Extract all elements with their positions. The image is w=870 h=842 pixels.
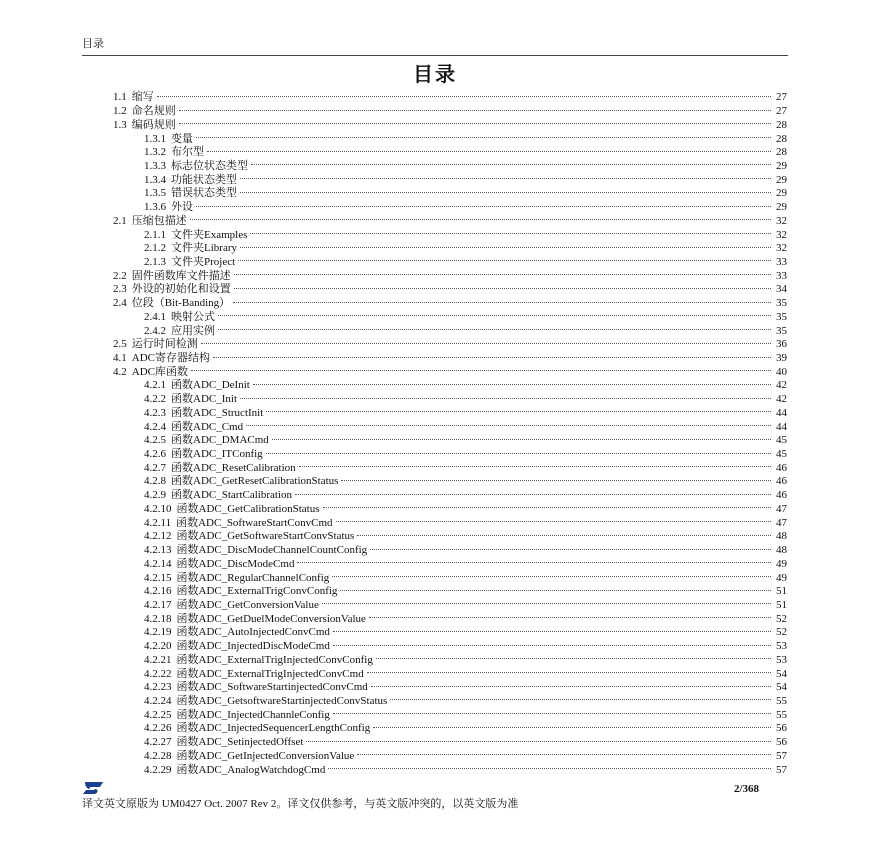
toc-entry-number: 1.3.2 [144,146,166,159]
toc-entry[interactable] [113,434,787,448]
toc-entry-number: 1.3.5 [144,187,166,200]
toc-entry[interactable] [113,160,787,174]
toc-entry[interactable] [113,763,787,777]
dot-leader [246,425,771,426]
toc-entry-page: 49 [776,571,787,584]
toc-entry[interactable] [113,475,787,489]
toc-entry-number: 2.4 [113,297,127,310]
toc-entry[interactable] [113,228,787,242]
toc-entry-number: 4.2.20 [144,640,172,653]
toc-entry-number: 4.2.23 [144,681,172,694]
page-title: 目录 [413,64,457,86]
st-logo-icon [82,781,104,795]
toc-entry[interactable] [113,256,787,270]
toc-entry[interactable] [113,626,787,640]
toc-entry-page: 42 [776,379,787,392]
toc-entry-number: 2.4.2 [144,324,166,337]
toc-entry[interactable] [113,585,787,599]
toc-entry[interactable] [113,640,787,654]
toc-entry[interactable] [113,379,787,393]
toc-entry[interactable] [113,146,787,160]
toc-entry-page: 29 [776,187,787,200]
dot-leader [357,535,771,536]
toc-entry-title: 文件夹Project [171,255,236,268]
dot-leader [333,631,771,632]
toc-entry-title: 函数ADC_Init [171,393,237,406]
toc-entry-page: 55 [776,708,787,721]
running-header: 目录 [82,38,104,50]
toc-entry-number: 4.2.16 [144,585,172,598]
toc-entry[interactable] [113,708,787,722]
toc-entry-number: 2.1.2 [144,242,166,255]
toc-entry[interactable] [113,420,787,434]
toc-entry[interactable] [113,736,787,750]
toc-entry-page: 47 [776,502,787,515]
toc-entry[interactable] [113,118,787,132]
toc-entry-title: 函数ADC_DiscModeChannelCountConfig [176,544,368,557]
toc-entry-number: 1.3 [113,118,127,131]
toc-entry-title: 应用实例 [171,324,215,337]
toc-entry[interactable] [113,201,787,215]
toc-entry-number: 4.2.4 [144,420,166,433]
toc-entry-title: 函数ADC_ExternalTrigConvConfig [176,585,338,598]
toc-entry-title: 函数ADC_ResetCalibration [171,461,296,474]
toc-entry-title: 函数ADC_GetDuelModeConversionValue [176,612,366,625]
toc-entry-title: 压缩包描述 [131,214,187,227]
toc-entry-title: 固件函数库文件描述 [131,269,231,282]
toc-entry-number: 1.2 [113,105,127,118]
translation-note: 译文英文原版为 UM0427 Oct. 2007 Rev 2。译文仅供参考，与英文版冲突的，以英文版为准 [82,798,519,810]
toc-entry-number: 4.2.11 [144,516,172,529]
toc-entry[interactable] [113,667,787,681]
toc-entry-number: 4.2.6 [144,448,166,461]
toc-entry-number: 2.5 [113,338,127,351]
toc-entry-page: 35 [776,324,787,337]
toc-entry-title: 函数ADC_InjectedSequencerLengthConfig [176,722,371,735]
dot-leader [299,466,771,467]
toc-entry-page: 52 [776,626,787,639]
toc-entry-page: 34 [776,283,787,296]
dot-leader [322,603,771,604]
toc-entry-title: 函数ADC_Cmd [171,420,244,433]
dot-leader [390,699,771,700]
dot-leader [323,507,772,508]
toc-entry-page: 52 [776,612,787,625]
toc-entry-number: 4.2 [113,365,127,378]
dot-leader [332,576,771,577]
dot-leader [234,288,771,289]
toc-entry[interactable] [113,571,787,585]
toc-entry[interactable] [113,365,787,379]
toc-entry-number: 4.2.15 [144,571,172,584]
dot-leader [272,439,771,440]
toc-entry-number: 2.1.1 [144,228,166,241]
toc-entry-title: 外设 [171,201,193,214]
toc-entry-title: 函数ADC_GetInjectedConversionValue [176,749,355,762]
toc-entry-page: 40 [776,365,787,378]
toc-entry-title: 命名规则 [131,105,176,118]
toc-entry-page: 45 [776,448,787,461]
toc-entry-title: 函数ADC_ExternalTrigInjectedConvConfig [176,653,373,666]
toc-entry-title: 函数ADC_SoftwareStartConvCmd [176,516,333,529]
toc-entry-title: 函数ADC_StartCalibration [171,489,292,502]
toc-entry-number: 4.2.18 [144,612,172,625]
dot-leader [295,494,771,495]
toc-entry-title: 函数ADC_GetsoftwareStartinjectedConvStatus [176,694,388,707]
page-number: 2/368 [734,783,760,795]
dot-leader [240,398,771,399]
toc-entry-number: 4.2.1 [144,379,166,392]
toc-entry-number: 4.2.24 [144,694,172,707]
toc-entry-number: 4.1 [113,352,127,365]
toc-entry[interactable] [113,557,787,571]
toc-entry[interactable] [113,393,787,407]
toc-entry-title: ADC寄存器结构 [131,352,210,365]
dot-leader [240,247,771,248]
dot-leader [369,617,771,618]
toc-entry-title: 函数ADC_StructInit [171,406,264,419]
toc-entry-number: 4.2.14 [144,557,172,570]
toc-entry-page: 29 [776,159,787,172]
toc-entry-title: 编码规则 [131,118,176,131]
toc-entry[interactable] [113,269,787,283]
toc-entry-page: 47 [776,516,787,529]
dot-leader [240,192,771,193]
toc-entry-number: 4.2.26 [144,722,172,735]
dot-leader [253,384,771,385]
toc-entry-title: 函数ADC_ITConfig [171,448,263,461]
toc-entry-number: 4.2.27 [144,736,172,749]
dot-leader [233,302,771,303]
toc-entry-page: 53 [776,640,787,653]
toc-entry-page: 48 [776,544,787,557]
toc-entry[interactable] [113,681,787,695]
toc-entry-page: 35 [776,310,787,323]
dot-leader [218,329,771,330]
toc-entry[interactable] [113,297,787,311]
toc-entry-title: 函数ADC_AnalogWatchdogCmd [176,763,326,776]
toc-entry-page: 46 [776,461,787,474]
toc-entry-number: 2.1.3 [144,255,166,268]
toc-entry-page: 46 [776,475,787,488]
toc-entry-number: 4.2.17 [144,598,172,611]
toc-entry-title: 函数ADC_GetCalibrationStatus [176,502,320,515]
dot-leader [196,206,771,207]
toc-entry-page: 32 [776,242,787,255]
dot-leader [373,727,771,728]
toc-entry-title: 运行时间检测 [131,338,198,351]
toc-entry-page: 56 [776,736,787,749]
dot-leader [201,343,771,344]
toc-entry-page: 44 [776,420,787,433]
toc-entry-title: 函数ADC_AutoInjectedConvCmd [176,626,330,639]
toc-entry-page: 56 [776,722,787,735]
toc-entry-page: 28 [776,132,787,145]
toc-entry-page: 36 [776,338,787,351]
toc-entry-number: 4.2.25 [144,708,172,721]
dot-leader [251,164,771,165]
toc-entry[interactable] [113,544,787,558]
toc-entry-number: 1.3.3 [144,159,166,172]
dot-leader [376,658,771,659]
toc-entry[interactable] [113,530,787,544]
toc-entry-number: 4.2.5 [144,434,166,447]
dot-leader [333,713,771,714]
toc-entry[interactable] [113,283,787,297]
dot-leader [336,521,771,522]
toc-entry-title: 函数ADC_ExternalTrigInjectedConvCmd [176,667,364,680]
toc-entry-title: 外设的初始化和设置 [131,283,231,296]
toc-entry[interactable] [113,105,787,119]
toc-entry-title: 布尔型 [171,146,204,159]
dot-leader [367,672,771,673]
toc-entry-number: 1.3.1 [144,132,166,145]
dot-leader [340,590,771,591]
dot-leader [266,411,771,412]
toc-entry-page: 29 [776,173,787,186]
toc-entry[interactable] [113,448,787,462]
toc-entry-page: 53 [776,653,787,666]
dot-leader [179,123,771,124]
toc-entry-page: 44 [776,406,787,419]
dot-leader [328,768,771,769]
toc-entry-number: 2.1 [113,214,127,227]
dot-leader [266,453,771,454]
toc-entry[interactable] [113,352,787,366]
toc-entry[interactable] [113,214,787,228]
toc-entry-page: 35 [776,297,787,310]
toc-entry-title: 文件夹Library [171,242,237,255]
dot-leader [196,137,771,138]
toc-entry-page: 28 [776,118,787,131]
toc-entry-title: 错误状态类型 [171,187,237,200]
toc-entry[interactable] [113,338,787,352]
toc-entry-page: 29 [776,201,787,214]
toc-entry-title: 功能状态类型 [171,173,237,186]
toc-entry-title: 缩写 [131,91,154,104]
toc-entry[interactable] [113,695,787,709]
toc-entry[interactable] [113,242,787,256]
toc-entry-number: 4.2.29 [144,763,172,776]
toc-entry-page: 27 [776,105,787,118]
toc-entry[interactable] [113,407,787,421]
toc-entry-title: 函数ADC_GetSoftwareStartConvStatus [176,530,355,543]
toc-entry-number: 4.2.19 [144,626,172,639]
toc-entry-number: 2.3 [113,283,127,296]
toc-entry-page: 55 [776,694,787,707]
dot-leader [179,110,771,111]
dot-leader [238,260,771,261]
dot-leader [357,754,771,755]
toc-entry[interactable] [113,722,787,736]
toc-entry[interactable] [113,612,787,626]
dot-leader [157,96,771,97]
dot-leader [234,274,771,275]
toc-entry-number: 1.1 [113,91,127,104]
toc-entry-title: 函数ADC_SoftwareStartinjectedConvCmd [176,681,368,694]
toc-entry-page: 51 [776,585,787,598]
toc-entry[interactable] [113,516,787,530]
toc-entry-page: 33 [776,255,787,268]
toc-entry-number: 4.2.8 [144,475,166,488]
toc-entry-page: 54 [776,681,787,694]
toc-entry-number: 1.3.4 [144,173,166,186]
toc-entry-page: 33 [776,269,787,282]
toc-entry-title: 函数ADC_InjectedDiscModeCmd [176,640,330,653]
toc-entry-number: 4.2.12 [144,530,172,543]
toc-entry[interactable] [113,91,787,105]
table-of-contents [113,91,787,777]
toc-entry-title: 函数ADC_DMACmd [171,434,269,447]
toc-entry-number: 4.2.9 [144,489,166,502]
toc-entry-page: 28 [776,146,787,159]
toc-entry-number: 4.2.3 [144,406,166,419]
toc-entry-page: 45 [776,434,787,447]
toc-entry-number: 4.2.22 [144,667,172,680]
dot-leader [207,151,771,152]
dot-leader [341,480,771,481]
toc-entry-title: 标志位状态类型 [171,159,248,172]
dot-leader [250,233,771,234]
header-rule [82,55,788,56]
toc-entry-page: 39 [776,352,787,365]
toc-entry-title: 变量 [171,132,193,145]
toc-entry-number: 4.2.2 [144,393,166,406]
toc-entry-page: 57 [776,763,787,776]
toc-entry[interactable] [113,187,787,201]
toc-entry-page: 54 [776,667,787,680]
toc-entry-page: 42 [776,393,787,406]
toc-entry[interactable] [113,653,787,667]
toc-entry-title: 文件夹Examples [171,228,248,241]
toc-entry-number: 4.2.21 [144,653,172,666]
toc-entry-number: 4.2.13 [144,544,172,557]
toc-entry-number: 2.2 [113,269,127,282]
toc-entry-page: 27 [776,91,787,104]
toc-entry-title: 函数ADC_SetinjectedOffset [176,736,304,749]
toc-entry-title: 函数ADC_DeInit [171,379,250,392]
toc-entry[interactable] [113,489,787,503]
dot-leader [218,315,771,316]
toc-entry-title: 函数ADC_RegularChannelConfig [176,571,330,584]
toc-entry[interactable] [113,132,787,146]
toc-entry[interactable] [113,750,787,764]
toc-entry-page: 32 [776,228,787,241]
dot-leader [370,549,771,550]
dot-leader [333,645,771,646]
dot-leader [190,219,771,220]
toc-entry-number: 1.3.6 [144,201,166,214]
toc-entry[interactable] [113,503,787,517]
toc-entry-title: 位段（Bit-Banding） [131,297,231,310]
toc-entry-title: 函数ADC_GetResetCalibrationStatus [171,475,339,488]
dot-leader [213,357,771,358]
toc-entry[interactable] [113,173,787,187]
toc-entry-title: 函数ADC_GetConversionValue [176,598,319,611]
toc-entry-title: 映射公式 [171,310,215,323]
dot-leader [371,686,771,687]
toc-entry-number: 4.2.28 [144,749,172,762]
toc-entry-page: 51 [776,598,787,611]
toc-entry-number: 4.2.10 [144,502,172,515]
toc-entry-title: 函数ADC_DiscModeCmd [176,557,295,570]
toc-entry-page: 57 [776,749,787,762]
toc-entry[interactable] [113,324,787,338]
toc-entry-page: 46 [776,489,787,502]
toc-entry-page: 49 [776,557,787,570]
toc-entry[interactable] [113,311,787,325]
toc-entry[interactable] [113,461,787,475]
toc-entry-number: 2.4.1 [144,310,166,323]
dot-leader [191,370,771,371]
toc-entry-page: 48 [776,530,787,543]
toc-entry-title: 函数ADC_InjectedChannleConfig [176,708,330,721]
dot-leader [297,562,771,563]
toc-entry-number: 4.2.7 [144,461,166,474]
dot-leader [306,741,771,742]
toc-entry-page: 32 [776,214,787,227]
toc-entry-title: ADC库函数 [131,365,188,378]
dot-leader [240,178,771,179]
toc-entry[interactable] [113,599,787,613]
